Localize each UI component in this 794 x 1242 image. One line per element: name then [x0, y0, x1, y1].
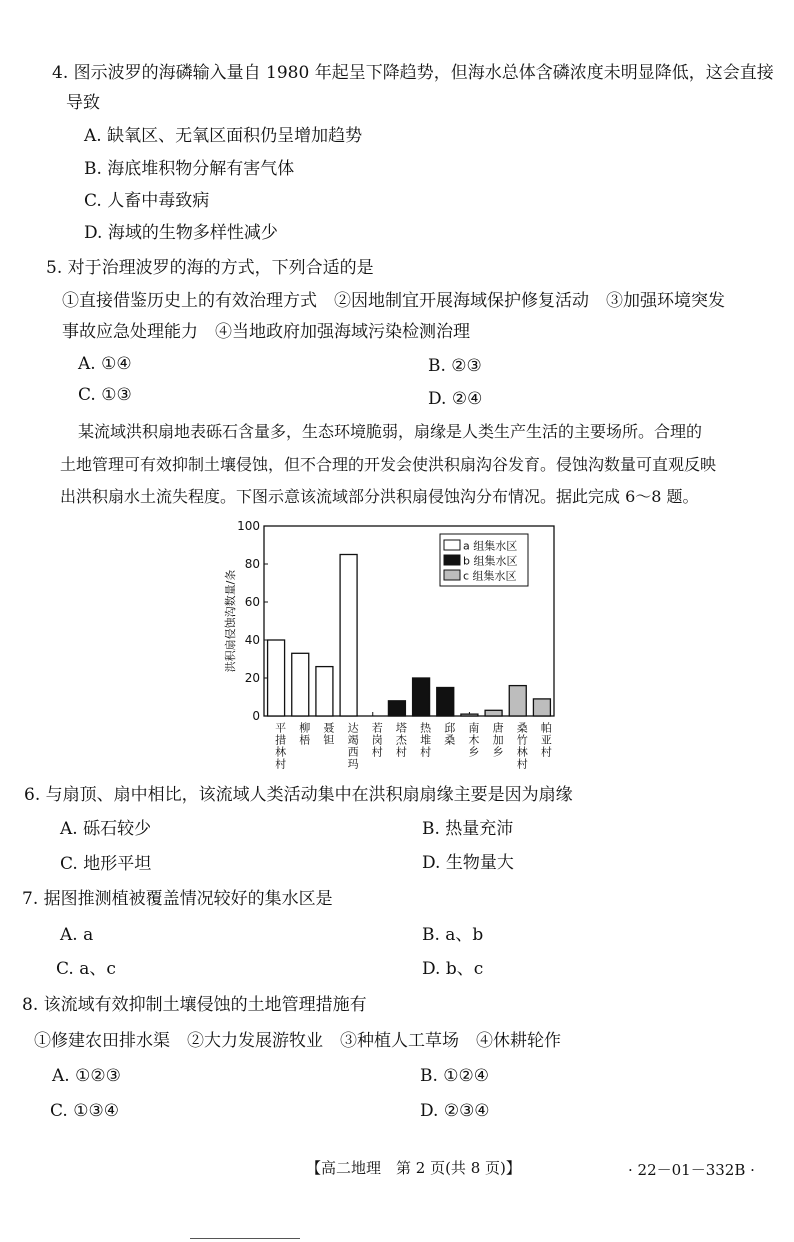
q6-option-b: B. 热量充沛	[422, 819, 514, 839]
q5-option-c: C. ①③	[78, 385, 132, 405]
q4-option-a: A. 缺氧区、无氧区面积仍呈增加趋势	[84, 126, 363, 146]
bar-c	[461, 714, 478, 716]
q5-option-d: D. ②④	[428, 389, 483, 409]
q5-option-b: B. ②③	[428, 356, 482, 376]
q8-stem: 8. 该流域有效抑制土壤侵蚀的土地管理措施有	[22, 995, 367, 1015]
q8-option-b: B. ①②④	[420, 1066, 490, 1086]
q7-option-a: A. a	[60, 925, 94, 945]
q4-stem-line1: 4. 图示波罗的海磷输入量自 1980 年起呈下降趋势，但海水总体含磷浓度未明显降低，这会直接	[52, 63, 774, 83]
q7-stem: 7. 据图推测植被覆盖情况较好的集水区是	[22, 889, 333, 909]
legend-swatch-c	[444, 570, 460, 580]
x-category-label: 热堆村	[418, 722, 432, 758]
legend-swatch-a	[444, 540, 460, 550]
x-category-label: 平措林村	[273, 722, 287, 770]
x-category-label: 南木乡	[466, 722, 480, 758]
q5-option-a: A. ①④	[78, 354, 132, 374]
page-footer-title: 【高二地理 第 2 页(共 8 页)】	[306, 1159, 521, 1177]
x-category-label: 塔杰村	[394, 722, 408, 758]
y-tick-label: 60	[244, 595, 260, 609]
bar-a	[292, 653, 309, 716]
q4-option-d: D. 海域的生物多样性减少	[84, 223, 278, 243]
q8-option-c: C. ①③④	[50, 1101, 119, 1121]
x-category-label: 桑竹林村	[515, 722, 529, 770]
bar-a	[316, 667, 333, 716]
x-category-label: 唐加乡	[491, 722, 505, 758]
x-category-label: 邱桑	[442, 722, 456, 746]
x-category-label: 聂钽	[321, 722, 335, 746]
y-tick-label: 20	[244, 671, 260, 685]
q6-option-d: D. 生物量大	[422, 853, 514, 873]
bar-c	[533, 699, 550, 716]
bar-c	[485, 710, 502, 716]
q7-option-c: C. a、c	[56, 959, 116, 979]
x-category-label: 若岗村	[370, 722, 384, 758]
q6-option-a: A. 砾石较少	[60, 819, 152, 839]
page-footer-code: · 22－01－332B ·	[628, 1161, 755, 1179]
q5-stem: 5. 对于治理波罗的海的方式，下列合适的是	[46, 258, 374, 278]
q4-option-c: C. 人畜中毒致病	[84, 191, 210, 211]
y-axis-label: 洪积扇侵蚀沟数量/条	[224, 569, 237, 673]
x-category-label: 帕亚村	[539, 722, 553, 758]
y-tick-label: 100	[237, 519, 260, 533]
q8-option-a: A. ①②③	[52, 1066, 121, 1086]
passage-line1: 某流域洪积扇地表砾石含量多，生态环境脆弱，扇缘是人类生产生活的主要场所。合理的	[78, 422, 703, 441]
q8-items: ①修建农田排水渠 ②大力发展游牧业 ③种植人工草场 ④休耕轮作	[34, 1031, 561, 1051]
bar-c	[509, 686, 526, 716]
passage-line3: 出洪积扇水土流失程度。下图示意该流域部分洪积扇侵蚀沟分布情况。据此完成 6～8 题。	[60, 487, 699, 506]
legend-label-b: b 组集水区	[463, 554, 518, 568]
q5-items-line1: ①直接借鉴历史上的有效治理方式 ②因地制宜开展海域保护修复活动 ③加强环境突发	[62, 291, 725, 311]
bar-a	[340, 555, 357, 717]
x-category-label: 达竭西玛	[346, 722, 360, 770]
legend-label-c: c 组集水区	[463, 569, 517, 583]
footer-divider	[190, 1238, 300, 1239]
passage-line2: 土地管理可有效抑制土壤侵蚀，但不合理的开发会使洪积扇沟谷发育。侵蚀沟数量可直观反映	[60, 455, 717, 474]
y-tick-label: 80	[244, 557, 260, 571]
q6-option-c: C. 地形平坦	[60, 854, 152, 874]
q7-option-d: D. b、c	[422, 959, 484, 979]
x-category-label: 柳梧	[297, 722, 311, 746]
legend-label-a: a 组集水区	[463, 539, 518, 553]
q5-items-line2: 事故应急处理能力 ④当地政府加强海域污染检测治理	[62, 322, 470, 342]
y-tick-label: 0	[252, 709, 260, 723]
q7-option-b: B. a、b	[422, 925, 484, 945]
q4-option-b: B. 海底堆积物分解有害气体	[84, 159, 295, 179]
q4-stem-line2: 导致	[66, 93, 100, 113]
bar-b	[413, 678, 430, 716]
q8-option-d: D. ②③④	[420, 1101, 490, 1121]
q6-stem: 6. 与扇顶、扇中相比，该流域人类活动集中在洪积扇扇缘主要是因为扇缘	[24, 785, 573, 805]
y-tick-label: 40	[244, 633, 260, 647]
bar-a	[268, 640, 285, 716]
erosion-gully-bar-chart	[222, 518, 572, 780]
legend-swatch-b	[444, 555, 460, 565]
bar-b	[437, 688, 454, 717]
bar-b	[388, 701, 405, 716]
